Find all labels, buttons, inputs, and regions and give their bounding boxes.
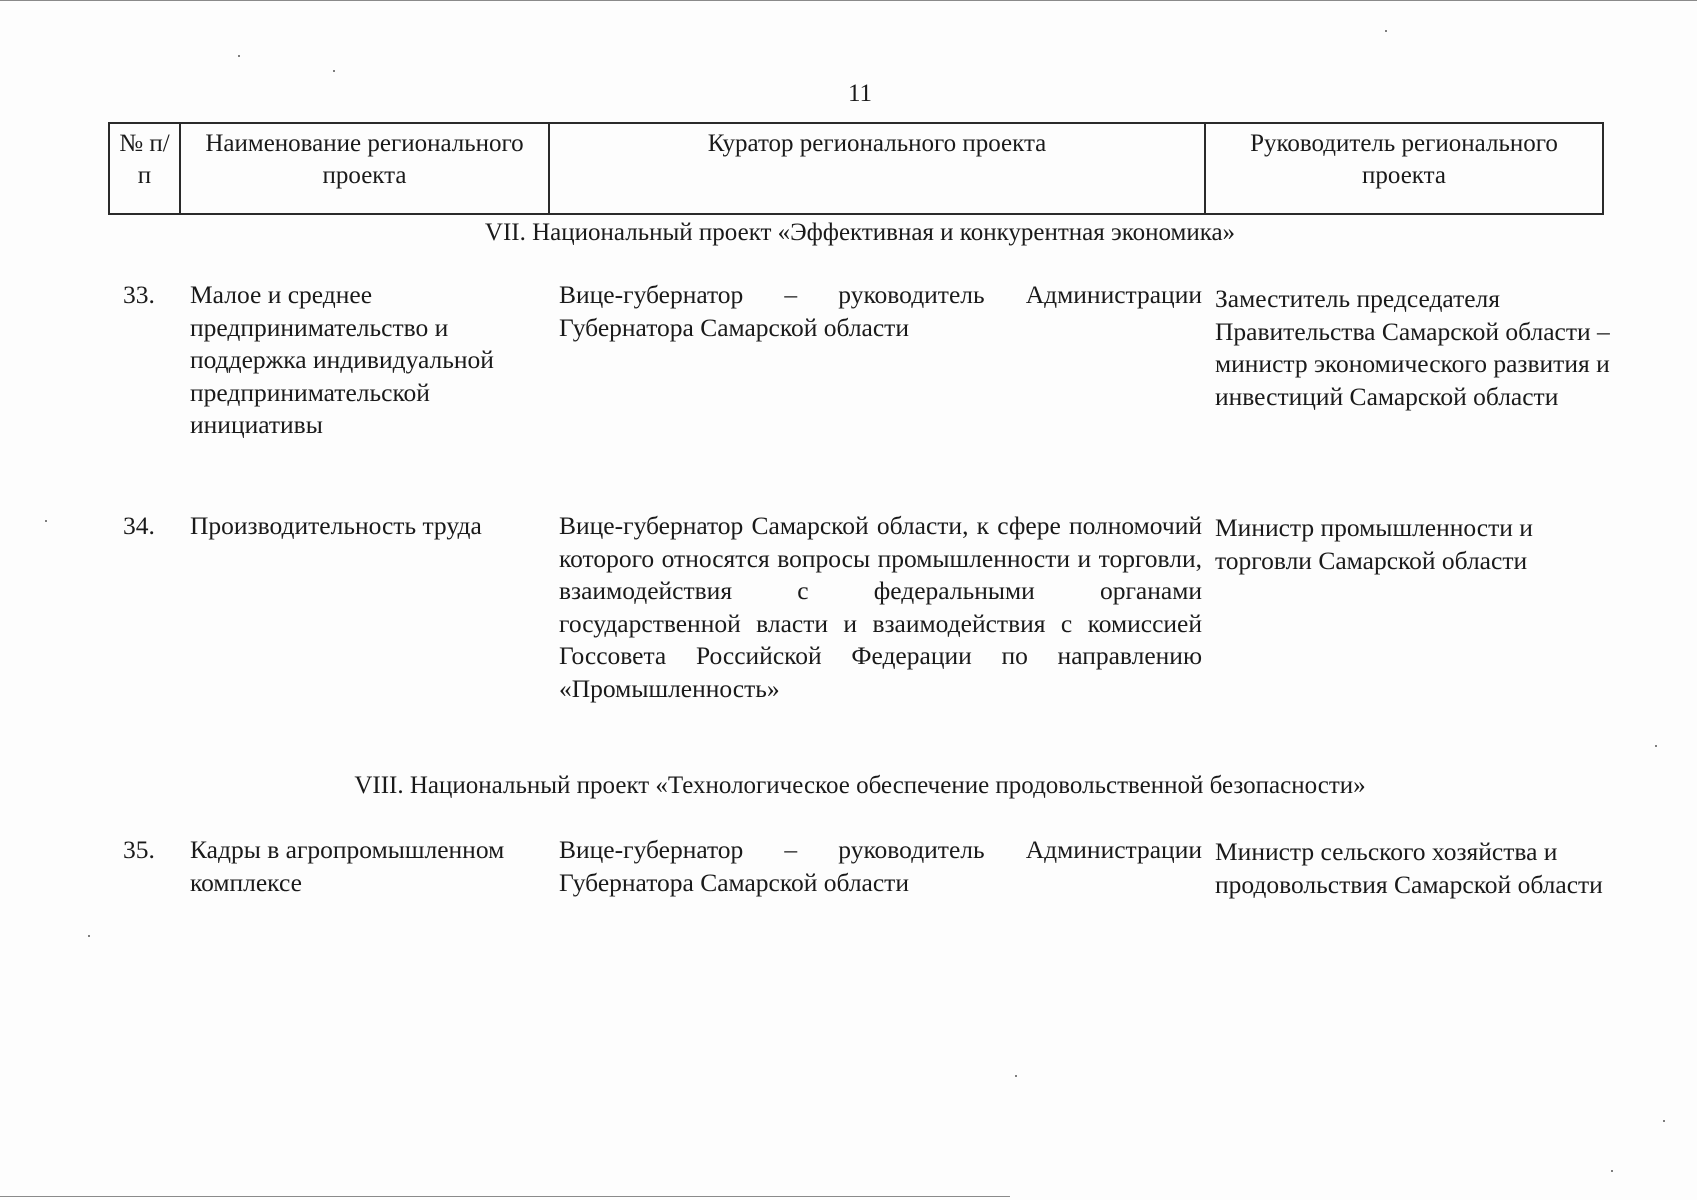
header-cell-curator: Куратор регионального проекта xyxy=(549,123,1205,214)
header-cell-number: № п/п xyxy=(109,123,180,214)
scan-speck xyxy=(45,520,47,522)
scan-speck xyxy=(238,55,240,57)
scan-speck xyxy=(1015,1075,1017,1077)
scan-speck xyxy=(1385,30,1387,32)
row-number: 34. xyxy=(123,511,155,540)
header-cell-project-head: Руководитель регионального проекта xyxy=(1205,123,1603,214)
page-number: 11 xyxy=(847,80,873,107)
project-name: Кадры в агропромышленном комплексе xyxy=(190,835,505,897)
project-curator: Вице-губернатор – руководитель Администрации Губернатора Самарской области xyxy=(559,835,1202,897)
scan-speck xyxy=(333,70,335,72)
section-title: VII. Национальный проект «Эффективная и конкурентная экономика» xyxy=(484,219,1236,246)
project-head: Министр сельского хозяйства и продовольствия Самарской области xyxy=(1215,837,1603,899)
scan-speck xyxy=(1655,745,1657,747)
project-head: Министр промышленности и торговли Самарской области xyxy=(1215,513,1533,575)
project-curator: Вице-губернатор – руководитель Администрации Губернатора Самарской области xyxy=(559,280,1202,342)
scan-border-bottom xyxy=(0,1196,1010,1197)
scan-speck xyxy=(1663,1120,1665,1122)
scan-speck xyxy=(1611,1170,1613,1172)
row-number: 35. xyxy=(123,835,155,864)
project-curator: Вице-губернатор Самарской области, к сфере полномочий которого относятся вопросы промышленности и торговли, взаимодействия с федеральными органами государственной власти и взаимодействия с комиссией Госсовета Российской Федерации по направлению «Промышленность» xyxy=(559,511,1202,703)
scan-speck xyxy=(88,935,90,937)
header-cell-project-name: Наименование регионального проекта xyxy=(180,123,549,214)
project-head: Заместитель председателя Правительства Самарской области – министр экономического развития и инвестиций Самарской области xyxy=(1215,284,1610,411)
table-header xyxy=(108,122,1604,215)
project-name: Производительность труда xyxy=(190,511,482,540)
section-title: VIII. Национальный проект «Технологическое обеспечение продовольственной безопасности» xyxy=(354,772,1366,799)
row-number: 33. xyxy=(123,280,155,309)
project-name: Малое и среднее предпринимательство и поддержка индивидуальной предпринимательской инициативы xyxy=(190,280,494,439)
scan-border-top xyxy=(0,0,1697,1)
